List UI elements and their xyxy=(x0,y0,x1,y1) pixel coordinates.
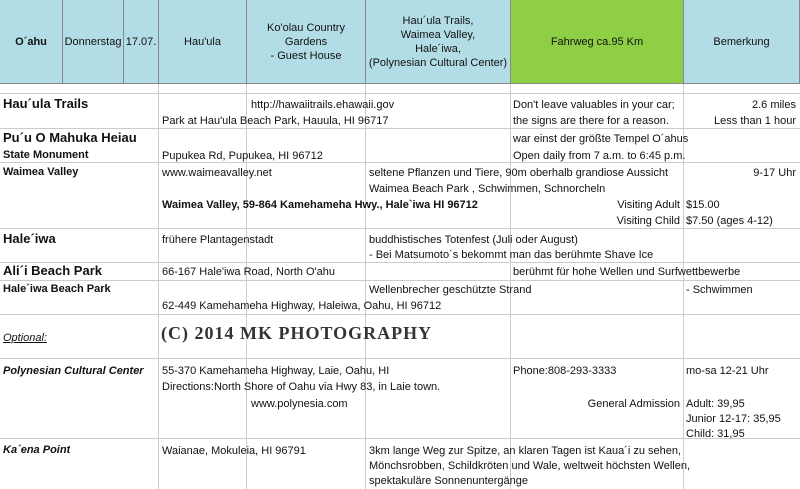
waimea-address: Waimea Valley, 59-864 Kamehameha Hwy., Hale`iwa HI 96712 xyxy=(162,199,478,211)
waimea-desc-1: seltene Pflanzen und Tiere, 90m oberhalb grandiose Aussicht xyxy=(369,167,669,179)
waimea-adult-price: $15.00 xyxy=(686,199,720,211)
header-day: Donnerstag xyxy=(63,0,124,84)
pcc-adult: Adult: 39,95 xyxy=(686,398,745,410)
hauula-distance: 2.6 miles xyxy=(751,99,796,111)
puu-note: war einst der größte Tempel O´ahus xyxy=(513,133,689,145)
header-accommodation: Ko'olau Country Gardens - Guest House xyxy=(247,0,366,84)
hauula-url[interactable]: http://hawaiitrails.ehawaii.gov xyxy=(251,99,395,111)
hauula-note-2: the signs are there for a reason. xyxy=(513,115,669,127)
header-route: Fahrweg ca.95 Km xyxy=(511,0,684,84)
haleiwa-desc: frühere Plantagenstadt xyxy=(162,234,274,246)
waimea-adult-label: Visiting Adult xyxy=(617,199,680,211)
kaena-desc-2: Mönchsrobben, Schildkröten und Wale, weltweit höchsten Wellen, xyxy=(369,460,691,472)
hbp-extra: - Schwimmen xyxy=(686,284,753,296)
pcc-url[interactable]: www.polynesia.com xyxy=(251,398,348,410)
haleiwa-note-1: buddhistisches Totenfest (Juli oder August) xyxy=(369,234,578,246)
pcc-phone: Phone:808-293-3333 xyxy=(513,365,617,377)
alii-title: Ali´i Beach Park xyxy=(3,264,102,278)
pcc-hours: mo-sa 12-21 Uhr xyxy=(686,365,769,377)
puu-address: Pupukea Rd, Pupukea, HI 96712 xyxy=(162,150,323,162)
waimea-desc-2: Waimea Beach Park , Schwimmen, Schnorcheln xyxy=(369,183,606,195)
pcc-general-admission: General Admission xyxy=(587,398,680,410)
hauula-address: Park at Hau'ula Beach Park, Hauula, HI 96717 xyxy=(162,115,389,127)
waimea-child-price: $7.50 (ages 4-12) xyxy=(686,215,773,227)
kaena-title: Ka´ena Point xyxy=(3,444,71,456)
header-date: 17.07. xyxy=(124,0,159,84)
alii-note: berühmt für hohe Wellen und Surfwettbewerbe xyxy=(513,266,741,278)
waimea-hours: 9-17 Uhr xyxy=(753,167,796,179)
puu-subtitle: State Monument xyxy=(3,149,89,161)
header-location: Hau'ula xyxy=(159,0,247,84)
waimea-url[interactable]: www.waimeavalley.net xyxy=(162,167,272,179)
waimea-child-label: Visiting Child xyxy=(616,215,680,227)
copyright-watermark: (C) 2014 MK PHOTOGRAPHY xyxy=(161,323,433,343)
hbp-address: 62-449 Kamehameha Highway, Haleiwa, Oahu, HI 96712 xyxy=(162,300,442,312)
hbp-title: Hale´iwa Beach Park xyxy=(3,283,111,295)
header-oahu: O´ahu xyxy=(0,0,63,84)
waimea-title: Waimea Valley xyxy=(3,166,79,178)
pcc-address: 55-370 Kamehameha Highway, Laie, Oahu, HI xyxy=(162,365,390,377)
pcc-directions: Directions:North Shore of Oahu via Hwy 83, in Laie town. xyxy=(162,381,441,393)
puu-title: Pu´u O Mahuka Heiau xyxy=(3,131,137,145)
haleiwa-title: Hale´iwa xyxy=(3,232,56,246)
puu-hours: Open daily from 7 a.m. to 6:45 p.m. xyxy=(513,150,686,162)
kaena-desc-1: 3km lange Weg zur Spitze, an klaren Tagen ist Kaua´i zu sehen, xyxy=(369,445,682,457)
haleiwa-note-2: - Bei Matsumoto´s bekommt man das berühmte Shave Ice xyxy=(369,249,654,261)
optional-label: Optional: xyxy=(3,332,48,344)
kaena-desc-3: spektakuläre Sonnenuntergänge xyxy=(369,475,529,487)
kaena-address: Waianae, Mokuleia, HI 96791 xyxy=(162,445,306,457)
pcc-child: Child: 31,95 xyxy=(686,428,745,440)
pcc-title: Polynesian Cultural Center xyxy=(3,365,144,377)
hauula-note-1: Don't leave valuables in your car; xyxy=(513,99,675,111)
hauula-time: Less than 1 hour xyxy=(714,115,796,127)
pcc-junior: Junior 12-17: 35,95 xyxy=(686,413,781,425)
header-remark: Bemerkung xyxy=(684,0,800,84)
hbp-note: Wellenbrecher geschützte Strand xyxy=(369,284,532,296)
alii-address: 66-167 Hale'iwa Road, North O'ahu xyxy=(162,266,335,278)
hauula-title: Hau´ula Trails xyxy=(3,97,89,111)
header-sights: Hau´ula Trails, Waimea Valley, Hale´iwa, (Polynesian Cultural Center) xyxy=(366,0,511,84)
